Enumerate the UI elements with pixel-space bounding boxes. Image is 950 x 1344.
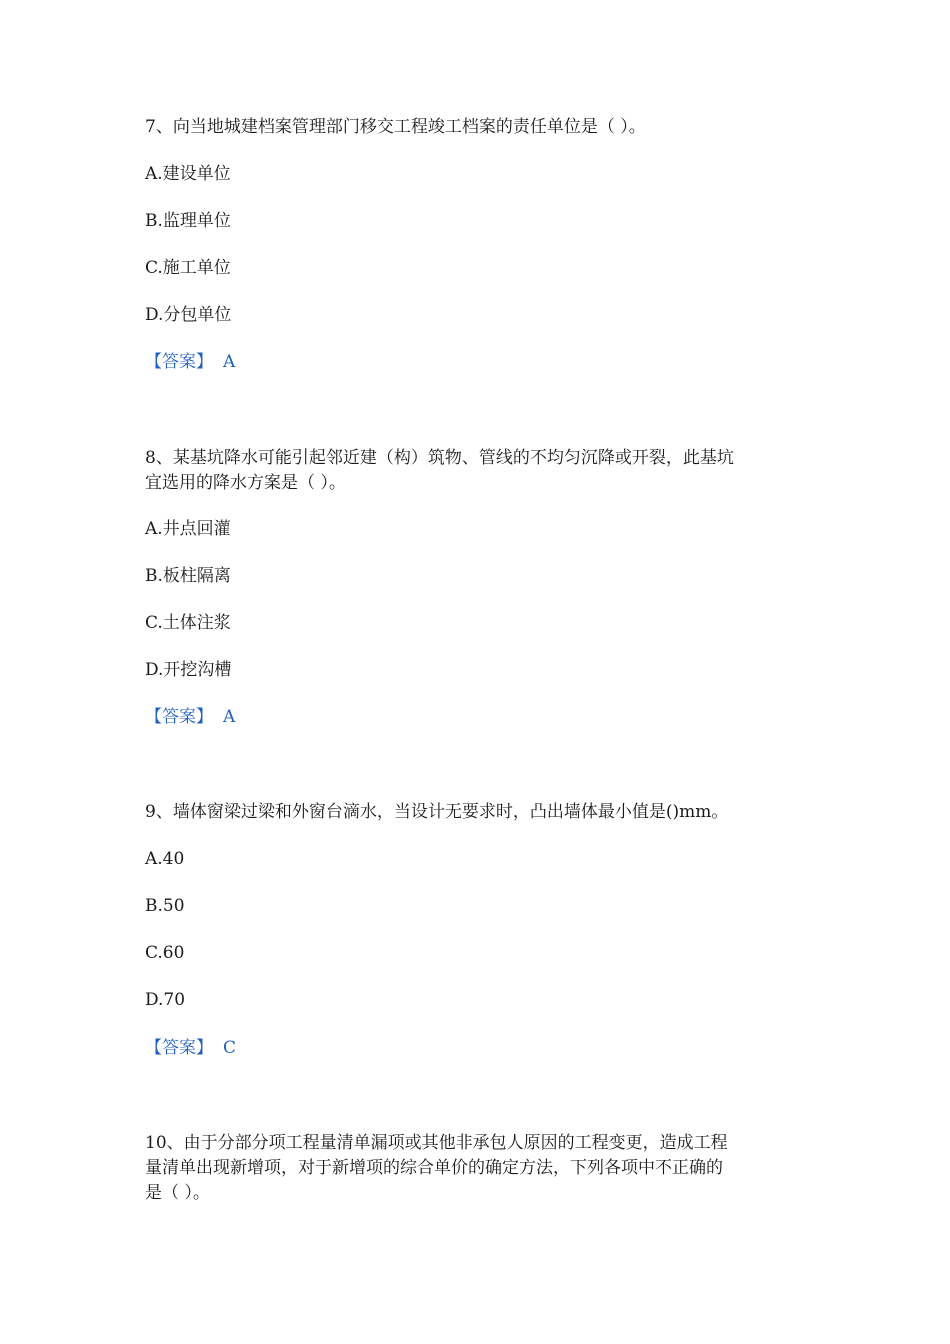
question-7-option-d: D.分包单位 [145, 305, 232, 325]
answer-value: C [223, 1038, 237, 1058]
question-7-answer [145, 350, 815, 374]
question-8-option-b: B.板柱隔离 [145, 566, 231, 586]
question-9-option-d: D.70 [145, 990, 186, 1010]
answer-label: 【答案】 [145, 1038, 213, 1058]
answer-value: A [223, 352, 236, 372]
question-8-option-d: D.开挖沟槽 [145, 660, 232, 680]
question-8-stem-line-1: 8、某基坑降水可能引起邻近建（构）筑物、管线的不均匀沉降或开裂，此基坑 [145, 448, 734, 468]
answer-value: A [223, 707, 236, 727]
question-10-stem-line-1: 10、由于分部分项工程量清单漏项或其他非承包人原因的工程变更，造成工程 [145, 1133, 728, 1153]
question-9-stem: 9、墙体窗梁过梁和外窗台滴水，当设计无要求时，凸出墙体最小值是()mm。 [145, 802, 729, 822]
question-7-option-c: C.施工单位 [145, 258, 231, 278]
question-8-answer [145, 705, 815, 729]
question-9-option-b: B.50 [145, 896, 185, 916]
question-8-option-c: C.土体注浆 [145, 613, 231, 633]
question-8-option-a: A.井点回灌 [145, 519, 231, 539]
question-9-option-a: A.40 [145, 849, 185, 869]
question-7-option-a: A.建设单位 [145, 164, 231, 184]
question-9-answer [145, 1036, 815, 1060]
answer-label: 【答案】 [145, 707, 213, 727]
question-10-stem-line-2: 量清单出现新增项，对于新增项的综合单价的确定方法，下列各项中不正确的 [145, 1158, 723, 1178]
question-8-stem-line-2: 宜选用的降水方案是（ ）。 [145, 473, 346, 493]
question-7-stem: 7、向当地城建档案管理部门移交工程竣工档案的责任单位是（ ）。 [145, 117, 646, 137]
question-7-option-b: B.监理单位 [145, 211, 231, 231]
question-9-option-c: C.60 [145, 943, 185, 963]
answer-label: 【答案】 [145, 352, 213, 372]
question-10-stem-line-3: 是（ ）。 [145, 1183, 210, 1203]
